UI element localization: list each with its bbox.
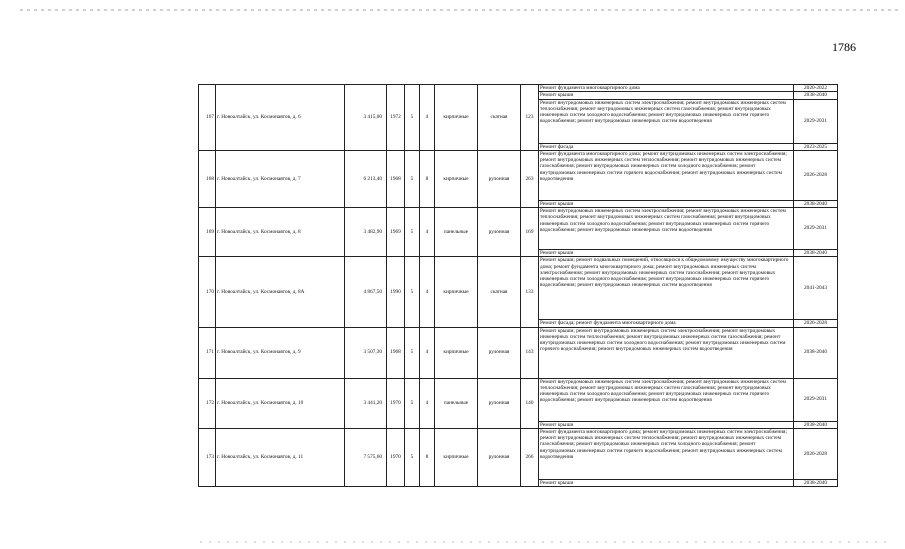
wall-material-cell: кирпичные — [435, 257, 478, 327]
work-description-cell: Ремонт фасада; ремонт фундамента многоквартирного дома — [539, 320, 794, 327]
floors-cell: 5 — [405, 327, 420, 378]
work-description-cell: Ремонт фундамента многоквартирного дома — [539, 85, 794, 92]
entrances-cell: 4 — [420, 257, 435, 327]
work-description-cell: Ремонт фундамента многоквартирного дома; ремонт внутридомовых инженерных систем электроснабжения; ремонт внутридомовых инженерных систем теплоснабжения; ремонт внутридомовых инженерных систем газоснабжения; ремонт внутридомовых инженерных систем холодного водоснабжения; ремонт внутридомовых инженерных систем горячего водоснабжения; ремонт внутридомовых инженерных систем водоотведения — [539, 428, 794, 479]
work-description-cell: Ремонт внутридомовых инженерных систем электроснабжения; ремонт внутридомовых инженерных систем теплоснабжения; ремонт внутридомовых инженерных систем газоснабжения; ремонт внутридомовых инженерных систем холодного водоснабжения; ремонт внутридомовых инженерных систем горячего водоснабжения; ремонт внутридомовых инженерных систем водоотведения — [539, 378, 794, 421]
roof-type-cell: рулонная — [478, 150, 521, 207]
table-row — [199, 257, 838, 320]
year-cell: 1969 — [387, 208, 405, 257]
work-period-cell: 2038-2040 — [794, 327, 838, 378]
work-period-cell: 2038-2040 — [794, 92, 838, 99]
entrances-cell: 4 — [420, 208, 435, 257]
work-description-cell: Ремонт внутридомовых инженерных систем электроснабжения; ремонт внутридомовых инженерных систем теплоснабжения; ремонт внутридомовых инженерных систем газоснабжения; ремонт внутридомовых инженерных систем холодного водоснабжения; ремонт внутридомовых инженерных систем горячего водоснабжения; ремонт внутридомовых инженерных систем водоотведения — [539, 208, 794, 250]
wall-material-cell: панельные — [435, 208, 478, 257]
year-cell: 1972 — [387, 85, 405, 151]
work-period-cell: 2038-2040 — [794, 250, 838, 257]
row-number: 173 — [199, 428, 216, 486]
table-row — [199, 428, 838, 479]
area-cell: 7 575,60 — [345, 428, 387, 486]
work-period-cell: 2029-2031 — [794, 208, 838, 250]
scan-artifact-top — [20, 9, 900, 11]
apartments-cell: 266 — [521, 428, 539, 486]
area-cell: 3 441,20 — [345, 378, 387, 428]
apartments-cell: 169 — [521, 208, 539, 257]
work-period-cell: 2038-2040 — [794, 421, 838, 428]
year-cell: 1970 — [387, 378, 405, 428]
wall-material-cell: кирпичные — [435, 85, 478, 151]
repair-program-table — [198, 84, 838, 487]
work-period-cell: 2023-2025 — [794, 143, 838, 150]
floors-cell: 5 — [405, 150, 420, 207]
row-number: 168 — [199, 150, 216, 207]
area-cell: 3 415,00 — [345, 85, 387, 151]
work-period-cell: 2020-2022 — [794, 85, 838, 92]
work-description-cell: Ремонт крыши — [539, 250, 794, 257]
work-period-cell: 2026-2028 — [794, 428, 838, 479]
entrances-cell: 8 — [420, 428, 435, 486]
roof-type-cell: рулонная — [478, 378, 521, 428]
entrances-cell: 4 — [420, 85, 435, 151]
roof-type-cell: рулонная — [478, 428, 521, 486]
apartments-cell: 143 — [521, 327, 539, 378]
year-cell: 1970 — [387, 428, 405, 486]
row-number: 167 — [199, 85, 216, 151]
wall-material-cell: панельные — [435, 378, 478, 428]
roof-type-cell: скатная — [478, 85, 521, 151]
apartments-cell: 140 — [521, 378, 539, 428]
apartments-cell: 263 — [521, 150, 539, 207]
roof-type-cell: скатная — [478, 257, 521, 327]
work-period-cell: 2029-2031 — [794, 378, 838, 421]
floors-cell: 5 — [405, 208, 420, 257]
year-cell: 1990 — [387, 257, 405, 327]
work-period-cell: 2029-2031 — [794, 99, 838, 143]
work-description-cell: Ремонт внутридомовых инженерных систем электроснабжения; ремонт внутридомовых инженерных систем теплоснабжения; ремонт внутридомовых инженерных систем газоснабжения; ремонт внутридомовых инженерных систем холодного водоснабжения; ремонт внутридомовых инженерных систем горячего водоснабжения; ремонт внутридомовых инженерных систем водоотведения — [539, 99, 794, 143]
page-number: 1786 — [832, 40, 856, 54]
work-period-cell: 2026-2028 — [794, 320, 838, 327]
scan-artifact-bottom — [200, 541, 890, 543]
area-cell: 6 213,40 — [345, 150, 387, 207]
year-cell: 1968 — [387, 327, 405, 378]
floors-cell: 5 — [405, 428, 420, 486]
table-row — [199, 85, 838, 92]
area-cell: 4 867,50 — [345, 257, 387, 327]
entrances-cell: 4 — [420, 327, 435, 378]
table-row — [199, 150, 838, 200]
row-number: 170 — [199, 257, 216, 327]
address-cell: г. Новоалтайск, ул. Космонавтов, д. 10 — [216, 378, 345, 428]
roof-type-cell: рулонная — [478, 208, 521, 257]
address-cell: г. Новоалтайск, ул. Космонавтов, д. 9 — [216, 327, 345, 378]
roof-type-cell: рулонная — [478, 327, 521, 378]
area-cell: 3 482,90 — [345, 208, 387, 257]
work-description-cell: Ремонт крыши; ремонт внутридомовых инженерных систем электроснабжения; ремонт внутридомовых инженерных систем теплоснабжения; ремонт внутридомовых инженерных систем газоснабжения; ремонт внутридомовых инженерных систем холодного водоснабжения; ремонт внутридомовых инженерных систем горячего водоснабжения; ремонт внутридомовых инженерных систем водоотведения — [539, 327, 794, 378]
table-row — [199, 378, 838, 421]
work-description-cell: Ремонт крыши — [539, 92, 794, 99]
entrances-cell: 8 — [420, 150, 435, 207]
row-number: 171 — [199, 327, 216, 378]
work-description-cell: Ремонт крыши — [539, 421, 794, 428]
floors-cell: 5 — [405, 85, 420, 151]
wall-material-cell: кирпичные — [435, 150, 478, 207]
row-number: 172 — [199, 378, 216, 428]
floors-cell: 5 — [405, 378, 420, 428]
row-number: 169 — [199, 208, 216, 257]
work-description-cell: Ремонт крыши; ремонт подвальных помещений, относящихся к общедомовому имуществу многоквартирного дома; ремонт фундамента многоквартирного дома; ремонт внутридомовых инженерных систем электроснабжения; ремонт внутридомовых инженерных систем газоснабжения; ремонт внутридомовых инженерных систем холодного водоснабжения; ремонт внутридомовых инженерных систем горячего водоснабжения; ремонт внутридомовых инженерных систем водоотведения — [539, 257, 794, 320]
table-body — [199, 85, 838, 487]
apartments-cell: 123 — [521, 85, 539, 151]
year-cell: 1968 — [387, 150, 405, 207]
work-description-cell: Ремонт фасада — [539, 143, 794, 150]
wall-material-cell: кирпичные — [435, 428, 478, 486]
work-description-cell: Ремонт крыши — [539, 479, 794, 486]
table-row — [199, 327, 838, 378]
work-period-cell: 2041-2043 — [794, 257, 838, 320]
work-description-cell: Ремонт крыши — [539, 200, 794, 207]
address-cell: г. Новоалтайск, ул. Космонавтов, д. 6 — [216, 85, 345, 151]
table-row — [199, 208, 838, 250]
floors-cell: 5 — [405, 257, 420, 327]
address-cell: г. Новоалтайск, ул. Космонавтов, д. 11 — [216, 428, 345, 486]
wall-material-cell: кирпичные — [435, 327, 478, 378]
apartments-cell: 133 — [521, 257, 539, 327]
work-period-cell: 2026-2028 — [794, 150, 838, 200]
address-cell: г. Новоалтайск, ул. Космонавтов, д. 8 — [216, 208, 345, 257]
entrances-cell: 4 — [420, 378, 435, 428]
address-cell: г. Новоалтайск, ул. Космонавтов, д. 8А — [216, 257, 345, 327]
area-cell: 3 507,30 — [345, 327, 387, 378]
work-description-cell: Ремонт фундамента многоквартирного дома; ремонт внутридомовых инженерных систем электроснабжения; ремонт внутридомовых инженерных систем теплоснабжения; ремонт внутридомовых инженерных систем газоснабжения; ремонт внутридомовых инженерных систем холодного водоснабжения; ремонт внутридомовых инженерных систем горячего водоснабжения; ремонт внутридомовых инженерных систем водоотведения — [539, 150, 794, 200]
work-period-cell: 2038-2040 — [794, 479, 838, 486]
work-period-cell: 2038-2040 — [794, 200, 838, 207]
address-cell: г. Новоалтайск, ул. Космонавтов, д. 7 — [216, 150, 345, 207]
